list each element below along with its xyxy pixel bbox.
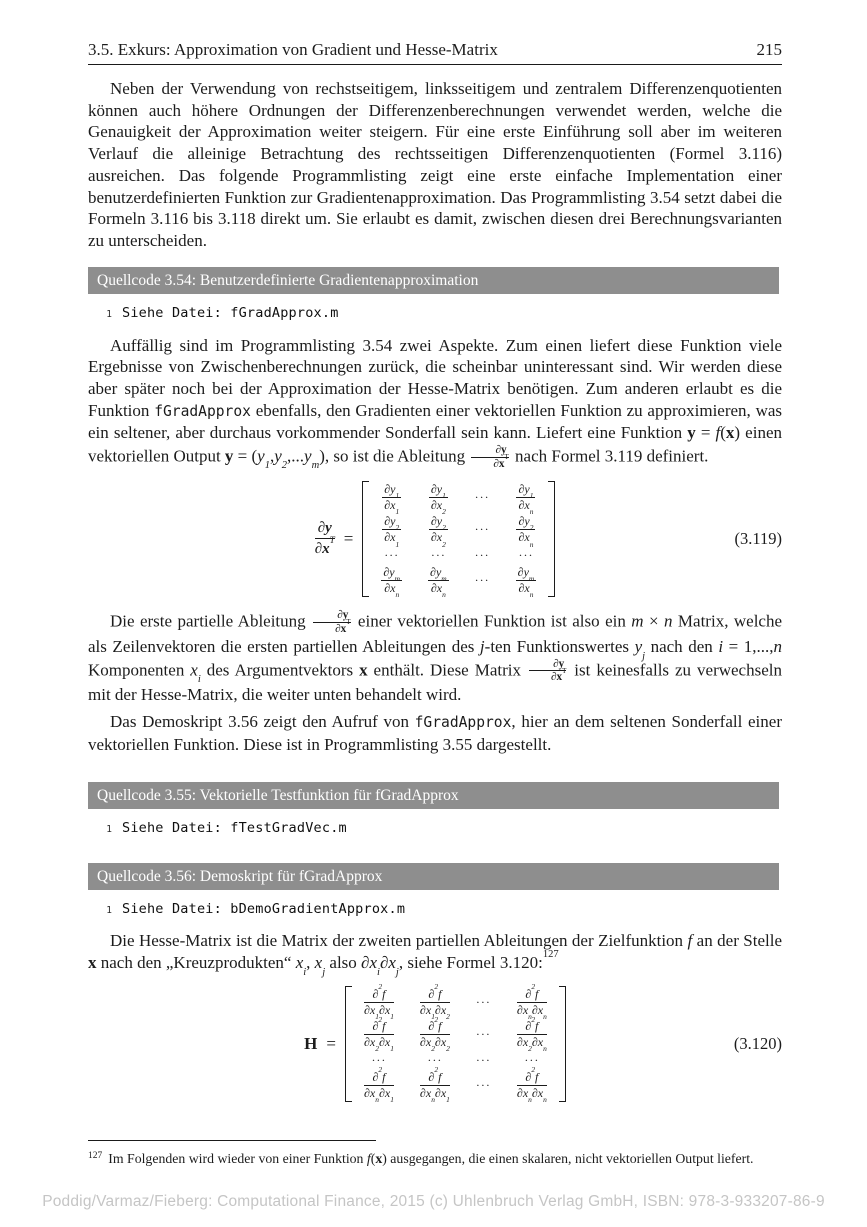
equation-3-120 [88,984,782,1104]
matrix-cell-fraction: $\partial y_m$ $\partial x_n$ [383,564,401,599]
matrix-close-bracket [559,986,566,1102]
equation-number: (3.119) [734,528,782,548]
matrix-cell-fraction: $\partial y_m$ $\partial x_n$ [430,564,447,599]
matrix-cell-fraction: ∂$^2$f $\partial x_n\partial x_n$ [516,1065,547,1104]
matrix-close-bracket [548,481,555,597]
code-text: Siehe Datei: fTestGradVec.m [122,820,347,837]
equation-3-119 [88,479,782,599]
matrix-cell-fraction: ∂$^2$f $\partial x_2\partial x_1$ [363,1014,394,1054]
paragraph-1: Neben der Verwendung von rechstseitigem, linksseitigem und zentralem Differenzenquotienten können auch höhere Ordnungen der Differenzenberechnungen verwendet werden, welche die Genauigkeit der Approximation weiter steigern. Für eine erste Einführung soll aber im weiteren Verlauf die alleinige Betrachtung des rechtsseitigen Differenzenquotienten (Formel 3.116) ausreichen. Das folgende Programmlisting zeigt eine erste einfache Implementation einer benutzerdefinierten Funktion zur Gradientenapproximation. Das Programmlisting 3.54 setzt dabei die Formeln 3.116 bis 3.118 direkt um. Sie erlaubt es damit, zwischen diesen drei Berechnungsvarianten zu unterscheiden. [88,79,782,250]
footnote [88,1150,782,1170]
matrix-cell-fraction: ∂$^2$f $\partial x_2\partial x_2$ [419,1014,450,1054]
footnote-marker: 127 [88,1151,103,1162]
page-content [88,0,782,1170]
matrix-cell-fraction: $\partial y_m$ $\partial x_n$ [517,564,535,599]
matrix-cell-dots: ··· [371,1052,387,1067]
equation-number: (3.120) [733,1033,782,1053]
section-title: 3.5. Exkurs: Approximation von Gradient und Hesse-Matrix [88,40,498,59]
paragraph-5: Die Hesse-Matrix ist die Matrix der zweiten partiellen Ableitungen der Zielfunktion f an der Stelle x nach den „Kreuzprodukten“ $x_i$, $x_j$ also $\partial x_i\partial x_j$, siehe Formel 3.120:$^{127}$ [88,931,783,978]
listing-3-54 [88,267,782,321]
listing-3-55 [88,782,782,836]
hessian-lhs: H [304,1033,318,1053]
header-rule [88,64,782,65]
listing-caption: Quellcode 3.55: Vektorielle Testfunktion für fGradApprox [88,782,779,809]
listing-caption: Quellcode 3.56: Demoskript für fGradApprox [88,863,779,890]
matrix-cell-dots: ··· [430,547,446,562]
matrix-cell-fraction: $\partial y_2$ $\partial x_1$ [384,514,400,549]
footnote-rule [88,1140,376,1141]
matrix-cell-fraction: ∂$^2$f $\partial x_n\partial x_1$ [363,1065,394,1104]
code-line [100,305,782,321]
hessian-matrix [352,984,559,1104]
equals-sign: = [326,1033,336,1053]
matrix-cell-fraction: $\partial y_1$ $\partial x_n$ [518,481,534,517]
matrix-cell-dots: ··· [474,572,490,587]
matrix-cell-dots: ··· [524,1052,540,1067]
lhs-denominator: $\partial x^T$ [314,536,335,558]
jacobian-matrix-group [362,479,555,599]
code-line-number: 1 [106,308,112,320]
matrix-open-bracket [345,986,352,1102]
code-line [100,820,782,836]
matrix-cell-dots: ··· [474,522,490,537]
code-line [100,901,782,917]
matrix-cell-fraction: $\partial y_1$ $\partial x_2$ [430,481,446,517]
paragraph-3: Die erste partielle Ableitung $\frac{\partial y}{\partial x^T}$ einer vektoriellen Funktion ist also ein m × n Matrix, welche als Zeilenvektoren die ersten partiellen Ableitungen des j-ten Funktionswertes $y_j$ nach den i = 1,...,n Komponenten $x_i$ des Argumentvektors x enthält. Diese Matrix $\frac{\partial y}{\partial x^T}$ ist keinesfalls zu verwechseln mit der Hesse-Matrix, die weiter unten behandelt wird. [88,609,783,705]
matrix-cell-dots: ··· [427,1052,443,1067]
hessian-matrix-group [345,984,566,1104]
matrix-cell-dots: ··· [518,547,534,562]
matrix-cell-dots: ··· [475,1077,491,1092]
matrix-cell-fraction: ∂$^2$f $\partial x_1\partial x_2$ [419,982,450,1022]
matrix-cell-dots: ··· [475,1027,491,1042]
jacobian-lhs-fraction [315,519,335,558]
paragraph-4: Das Demoskript 3.56 zeigt den Aufruf von fGradApprox, hier an dem seltenen Sonderfall einer vektoriellen Funktion. Diese ist in Programmlisting 3.55 dargestellt. [88,712,782,754]
matrix-cell-dots: ··· [475,995,491,1010]
code-text: Siehe Datei: bDemoGradientApprox.m [122,901,406,918]
copyright-footer: Poddig/Varmaz/Fieberg: Computational Finance, 2015 (c) Uhlenbruch Verlag GmbH, ISBN: 978-3-933207-86-9 [42,1193,825,1210]
matrix-cell-fraction: ∂$^2$f $\partial x_n\partial x_n$ [516,982,547,1022]
code-line-number: 1 [106,824,112,836]
matrix-cell-fraction: $\partial y_2$ $\partial x_n$ [518,514,534,549]
matrix-cell-fraction: $\partial y_2$ $\partial x_2$ [430,514,446,549]
matrix-open-bracket [362,481,369,597]
code-line-number: 1 [106,905,112,917]
lhs-numerator: ∂y [315,519,335,539]
page-number: 215 [756,40,782,59]
equals-sign: = [343,528,354,548]
code-text: Siehe Datei: fGradApprox.m [122,304,339,321]
listing-caption: Quellcode 3.54: Benutzerdefinierte Gradientenapproximation [88,267,779,294]
jacobian-matrix [369,479,548,599]
matrix-cell-fraction: ∂$^2$f $\partial x_n\partial x_1$ [419,1065,450,1104]
matrix-cell-dots: ··· [384,547,400,562]
listing-3-56 [88,863,782,917]
page-header [88,0,782,60]
matrix-cell-dots: ··· [474,547,490,562]
paragraph-2: Auffällig sind im Programmlisting 3.54 zwei Aspekte. Zum einen liefert diese Funktion viele Ergebnisse von Zwischenberechnungen zurück, die scheinbar uninteressant sind. Wir werden diese aber später noch bei der Approximation der Hesse-Matrix benötigen. Zum anderen erlaubt es die Funktion fGradApprox ebenfalls, den Gradienten einer vektoriellen Funktion zu approximieren, was ein seltener, aber durchaus vorkommender Sonderfall sein kann. Liefert eine Funktion y = f(x) einen vektoriellen Output $y = (y_1,y_2,...y_m)$, so ist die Ableitung $\frac{\partial y}{\partial x^T}$ nach Formel 3.119 definiert. [88,335,783,472]
matrix-cell-dots: ··· [475,1052,491,1067]
matrix-cell-fraction: $\partial y_1$ $\partial x_1$ [384,481,400,517]
footnote-text: Im Folgenden wird wieder von einer Funktion f(x) ausgegangen, die einen skalaren, nicht vektoriellen Output liefert. [108,1150,754,1166]
matrix-cell-fraction: ∂$^2$f $\partial x_1\partial x_1$ [363,982,394,1022]
matrix-cell-fraction: ∂$^2$f $\partial x_2\partial x_n$ [516,1014,547,1054]
matrix-cell-dots: ··· [474,490,490,505]
